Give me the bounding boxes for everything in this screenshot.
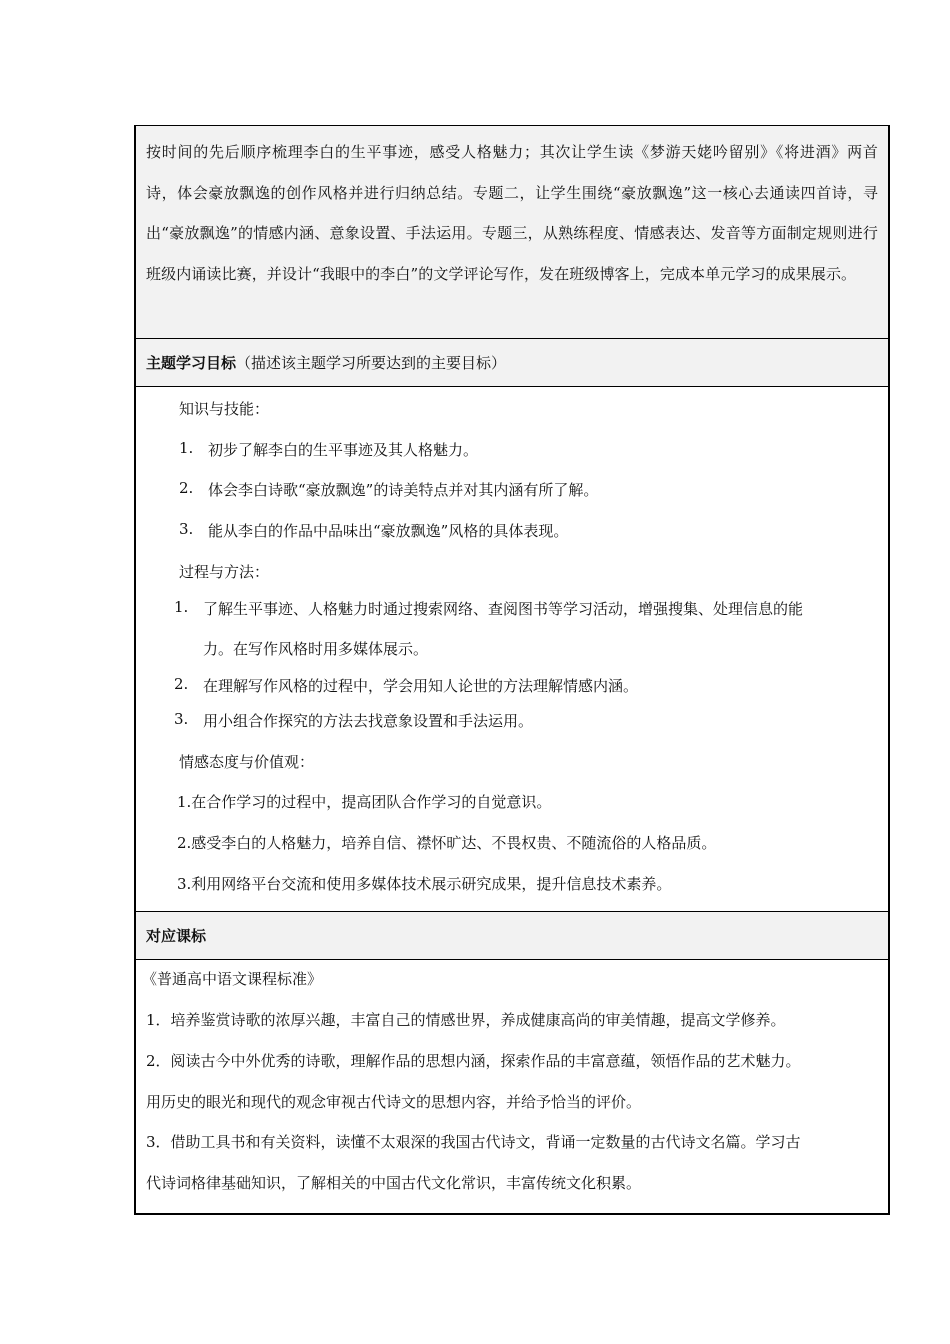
standards-source: 《普通高中语文课程标准》 xyxy=(142,970,323,988)
knowledge-item-number: 2. xyxy=(179,479,194,497)
knowledge-heading: 知识与技能： xyxy=(179,400,270,418)
process-item-number: 1. xyxy=(174,598,189,616)
standards-header-title: 对应课标 xyxy=(146,927,207,945)
knowledge-item-number: 1. xyxy=(179,439,194,457)
standards-item: 3．借助工具书和有关资料，读懂不太艰深的我国古代诗文，背诵一定数量的古代诗文名篇。学习古 xyxy=(146,1133,801,1151)
knowledge-item-number: 3. xyxy=(179,520,194,538)
standards-item-continuation: 代诗词格律基础知识，了解相关的中国古代文化常识，丰富传统文化积累。 xyxy=(146,1174,642,1192)
lesson-plan-table xyxy=(134,125,890,1215)
intro-paragraph: 按时间的先后顺序梳理李白的生平事迹，感受人格魅力；其次让学生读《梦游天姥吟留别》《将进酒》两首诗，体会豪放飘逸的创作风格并进行归纳总结。专题二，让学生围绕“豪放飘逸”这一核心去通读四首诗，寻出“豪放飘逸”的情感内涵、意象设置、手法运用。专题三，从熟练程度、情感表达、发音等方面制定规则进行班级内诵读比赛，并设计“我眼中的李白”的文学评论写作，发在班级博客上，完成本单元学习的成果展示。 xyxy=(146,143,878,283)
standards-item-continuation: 用历史的眼光和现代的观念审视古代诗文的思想内容，并给予恰当的评价。 xyxy=(146,1093,642,1111)
knowledge-item-text: 能从李白的作品中品味出“豪放飘逸”风格的具体表现。 xyxy=(208,522,569,540)
attitude-item: 2.感受李白的人格魅力，培养自信、襟怀旷达、不畏权贵、不随流俗的人格品质。 xyxy=(177,834,717,852)
process-item-number: 2. xyxy=(174,675,189,693)
attitude-heading: 情感态度与价值观： xyxy=(179,753,315,771)
process-item-text: 在理解写作风格的过程中，学会用知人论世的方法理解情感内涵。 xyxy=(203,677,639,695)
standards-item: 2．阅读古今中外优秀的诗歌，理解作品的思想内涵，探索作品的丰富意蕴，领悟作品的艺术魅力。 xyxy=(146,1052,801,1070)
process-heading: 过程与方法： xyxy=(179,563,270,581)
intro-cell xyxy=(136,126,888,339)
standards-item: 1．培养鉴赏诗歌的浓厚兴趣，丰富自己的情感世界，养成健康高尚的审美情趣，提高文学修养。 xyxy=(146,1011,786,1029)
attitude-item: 3.利用网络平台交流和使用多媒体技术展示研究成果，提升信息技术素养。 xyxy=(177,875,672,893)
standards-cell xyxy=(136,960,888,1213)
goals-cell xyxy=(136,387,888,912)
process-item-continuation: 力。在写作风格时用多媒体展示。 xyxy=(203,640,429,658)
attitude-item: 1.在合作学习的过程中，提高团队合作学习的自觉意识。 xyxy=(177,793,552,811)
process-item-text: 了解生平事迹、人格魅力时通过搜索网络、查阅图书等学习活动，增强搜集、处理信息的能 xyxy=(203,600,804,618)
goals-header-title: 主题学习目标 xyxy=(146,354,237,372)
goals-header-note: （描述该主题学习所要达到的主要目标） xyxy=(236,354,507,372)
knowledge-item-text: 体会李白诗歌“豪放飘逸”的诗美特点并对其内涵有所了解。 xyxy=(208,481,599,499)
knowledge-item-text: 初步了解李白的生平事迹及其人格魅力。 xyxy=(208,441,479,459)
goals-header-cell xyxy=(136,339,888,387)
standards-header-cell xyxy=(136,912,888,960)
process-item-text: 用小组合作探究的方法去找意象设置和手法运用。 xyxy=(203,712,534,730)
process-item-number: 3. xyxy=(174,710,189,728)
